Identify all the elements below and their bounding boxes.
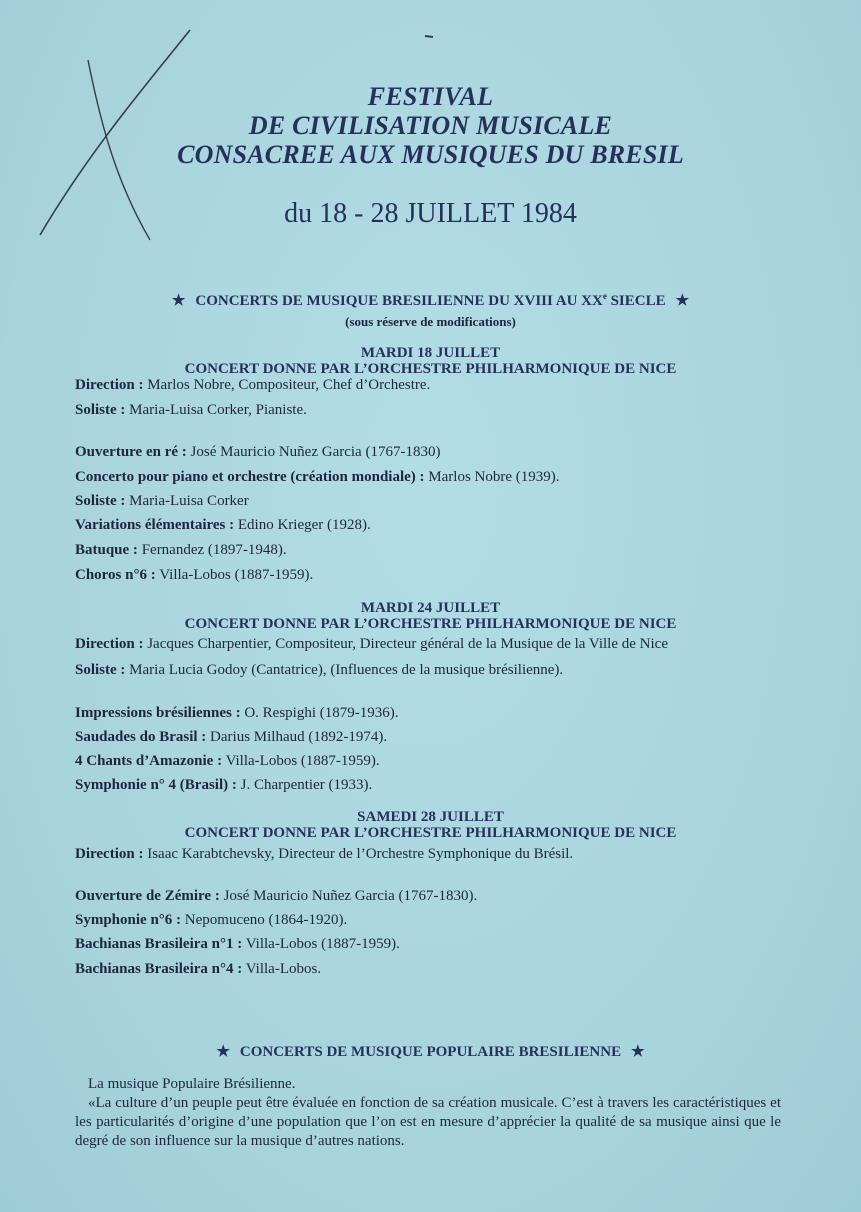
concert-soliste: Soliste : Maria-Luisa Corker, Pianiste. xyxy=(75,402,307,418)
concert-title: CONCERT DONNE PAR L’ORCHESTRE PHILHARMONIQUE DE NICE xyxy=(184,825,677,841)
concert-title: CONCERT DONNE PAR L’ORCHESTRE PHILHARMONIQUE DE NICE xyxy=(184,361,677,377)
program-item: Bachianas Brasileira n°1 : Villa-Lobos (1887-1959). xyxy=(75,936,400,952)
concert-direction: Direction : Jacques Charpentier, Compositeur, Directeur général de la Musique de la Ville de Nice xyxy=(75,636,668,652)
star-icon: ★ xyxy=(675,293,690,309)
program-item: Impressions brésiliennes : O. Respighi (1879-1936). xyxy=(75,705,399,721)
concert-direction: Direction : Marlos Nobre, Compositeur, Chef d’Orchestre. xyxy=(75,377,431,393)
festival-title-line1: FESTIVAL xyxy=(367,82,494,111)
program-item: 4 Chants d’Amazonie : Villa-Lobos (1887-1959). xyxy=(75,753,380,769)
section-heading-popular: ★ CONCERTS DE MUSIQUE POPULAIRE BRESILIENNE ★ xyxy=(216,1044,645,1060)
program-item: Symphonie n° 4 (Brasil) : J. Charpentier (1933). xyxy=(75,777,373,793)
modifications-note: (sous réserve de modifications) xyxy=(345,314,516,329)
star-icon: ★ xyxy=(171,293,186,309)
section-heading-classical: ★ CONCERTS DE MUSIQUE BRESILIENNE DU XVIII AU XXe SIECLE ★ xyxy=(171,291,690,309)
festival-title-line3: CONSACREE AUX MUSIQUES DU BRESIL xyxy=(177,140,684,169)
concert-date: SAMEDI 28 JUILLET xyxy=(357,809,504,825)
program-item: Choros n°6 : Villa-Lobos (1887-1959). xyxy=(75,567,314,583)
concert-date: MARDI 18 JUILLET xyxy=(360,345,501,361)
concert-title: CONCERT DONNE PAR L’ORCHESTRE PHILHARMONIQUE DE NICE xyxy=(184,616,677,632)
program-item: Symphonie n°6 : Nepomuceno (1864-1920). xyxy=(75,912,348,928)
program-item: Ouverture en ré : José Mauricio Nuñez Garcia (1767-1830) xyxy=(75,444,441,460)
program-item: Concerto pour piano et orchestre (création mondiale) : Marlos Nobre (1939). xyxy=(75,469,560,485)
program-item: Saudades do Brasil : Darius Milhaud (1892-1974). xyxy=(75,729,388,745)
concert-soliste: Soliste : Maria Lucia Godoy (Cantatrice), (Influences de la musique brésilienne). xyxy=(75,662,564,678)
concert-direction: Direction : Isaac Karabtchevsky, Directeur de l’Orchestre Symphonique du Brésil. xyxy=(75,846,574,862)
program-item: Bachianas Brasileira n°4 : Villa-Lobos. xyxy=(75,961,322,977)
program-item: Ouverture de Zémire : José Mauricio Nuñez Garcia (1767-1830). xyxy=(75,888,478,904)
program-item: Soliste : Maria-Luisa Corker xyxy=(75,493,249,509)
popular-paragraph: «La culture d’un peuple peut être évaluée en fonction de sa création musicale. C’est à travers les caractéristiques et les particularités d’origine d’une population que l’on est en mesure d’apprécier la qualité de sa musique ainsi que le degré de son influence sur la musique d’autres nations. xyxy=(75,1095,781,1149)
festival-title-line2: DE CIVILISATION MUSICALE xyxy=(248,111,613,140)
popular-intro: La musique Populaire Brésilienne. xyxy=(88,1076,296,1092)
star-icon: ★ xyxy=(216,1044,230,1060)
concert-date: MARDI 24 JUILLET xyxy=(360,600,501,616)
program-item: Variations élémentaires : Edino Krieger (1928). xyxy=(75,517,371,533)
festival-dates: du 18 - 28 JUILLET 1984 xyxy=(284,198,577,229)
star-icon: ★ xyxy=(631,1044,645,1060)
program-item: Batuque : Fernandez (1897-1948). xyxy=(75,542,287,558)
